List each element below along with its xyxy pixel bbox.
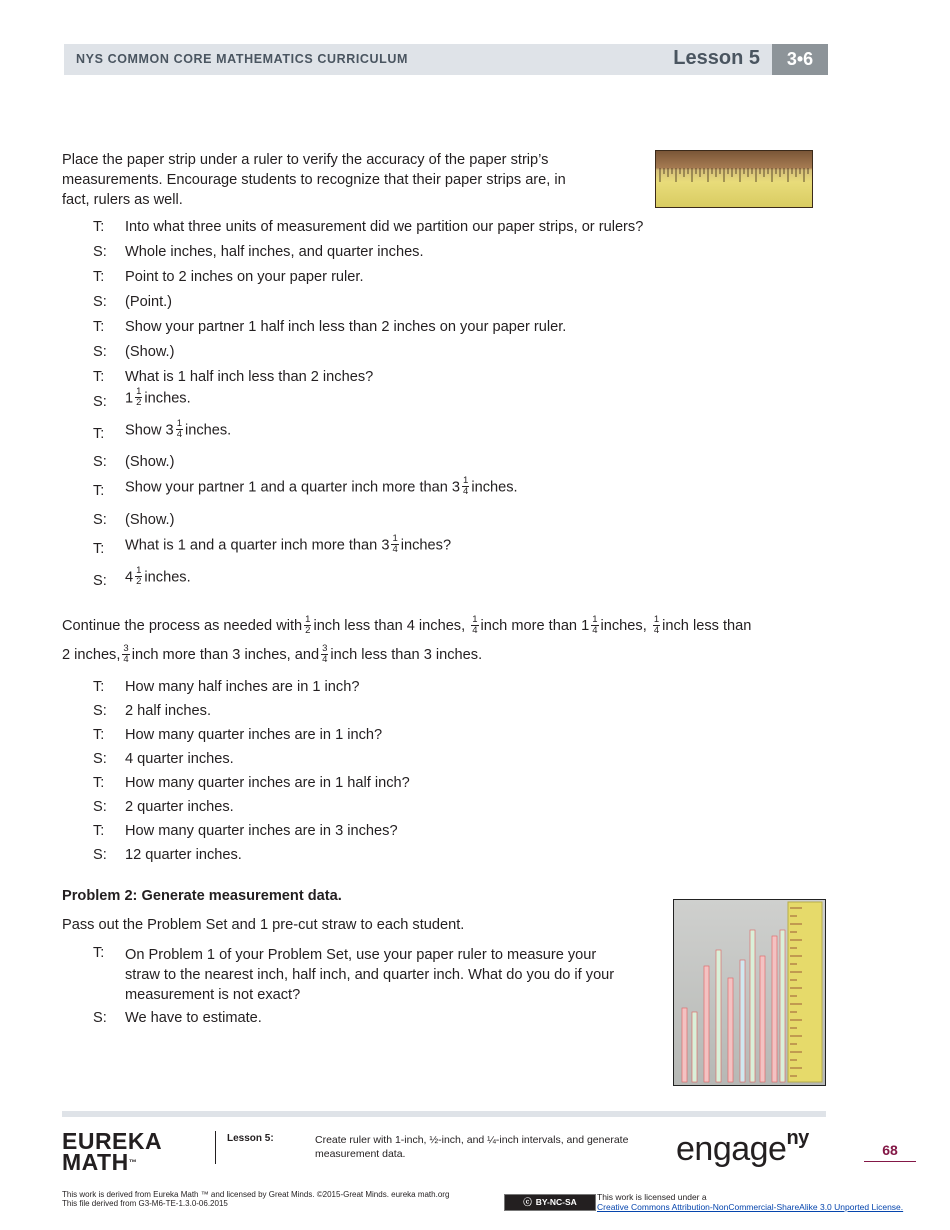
utterance: We have to estimate. xyxy=(125,1010,262,1026)
speaker-label: T: xyxy=(93,482,105,499)
speaker-label: T: xyxy=(93,823,105,839)
engageny-logo: engage$^{ny}$ xyxy=(676,1126,809,1168)
continue-text: inch less than 3 inches. xyxy=(330,647,483,663)
speaker-label: T: xyxy=(93,219,105,235)
straw xyxy=(682,1008,687,1082)
utterance: (Show.) xyxy=(125,453,175,470)
utterance-line: On Problem 1 of your Problem Set, use your paper ruler to measure your xyxy=(125,947,597,963)
continue-text: inches, xyxy=(600,618,647,634)
continue-text: 2 inches, xyxy=(62,647,121,663)
straws-illustration xyxy=(674,900,825,1085)
speaker-label: S: xyxy=(93,343,107,360)
page-header xyxy=(64,44,828,75)
cc-license-badge: ⓒ BY-NC-SA xyxy=(504,1194,596,1211)
utterance: 2 quarter inches. xyxy=(125,799,234,815)
straw xyxy=(716,950,721,1082)
speaker-label: T: xyxy=(93,540,105,557)
utterance: How many quarter inches are in 1 inch? xyxy=(125,727,383,743)
fraction: $\frac{1}{4}$ xyxy=(472,613,478,636)
speaker-label: S: xyxy=(93,1010,107,1026)
straw xyxy=(740,960,745,1082)
continue-line xyxy=(62,612,822,641)
speaker-label: S: xyxy=(93,244,107,260)
utterance: (Show.) xyxy=(125,511,175,528)
utterance: What is 1 half inch less than 2 inches? xyxy=(125,368,374,385)
speaker-label: S: xyxy=(93,703,107,719)
ruler-photo xyxy=(655,150,813,208)
intro-line: Place the paper strip under a ruler to verify the accuracy of the paper strip’s xyxy=(62,152,549,168)
fraction: $\frac{1}{4}$ xyxy=(176,417,182,440)
speaker-label: S: xyxy=(93,393,107,410)
lesson-label: Lesson 5 xyxy=(673,47,760,69)
utterance: 12 quarter inches. xyxy=(125,847,242,863)
utterance: How many quarter inches are in 1 half inch? xyxy=(125,775,410,791)
fraction: $\frac{1}{2}$ xyxy=(136,385,142,408)
speaker-label: S: xyxy=(93,751,107,767)
fraction: $\frac{1}{2}$ xyxy=(305,613,311,636)
straw xyxy=(704,966,709,1082)
speaker-label: T: xyxy=(93,945,105,961)
speaker-label: S: xyxy=(93,799,107,815)
utterance: What is 1 and a quarter inch more than 3 $\frac{1}{4}$ inches? xyxy=(125,532,452,555)
speaker-label: S: xyxy=(93,453,107,470)
utterance xyxy=(125,945,614,1005)
footer-license: This work is licensed under a Creative Commons Attribution-NonCommercial-ShareAlike 3.0 Unported License. xyxy=(597,1192,904,1212)
intro-line: fact, rulers as well. xyxy=(62,192,183,208)
straw xyxy=(728,978,733,1082)
straw xyxy=(780,930,785,1082)
straws-photo xyxy=(673,899,826,1086)
continue-text: inch more than 1 xyxy=(480,618,590,634)
utterance-line: measurement is not exact? xyxy=(125,987,301,1003)
utterance: 4 $\frac{1}{2}$ inches. xyxy=(125,564,191,587)
speaker-label: T: xyxy=(93,775,105,791)
speaker-label: T: xyxy=(93,727,105,743)
fraction: $\frac{1}{2}$ xyxy=(136,564,142,587)
license-link[interactable]: Creative Commons Attribution-NonCommercial-ShareAlike 3.0 Unported License. xyxy=(597,1202,904,1212)
speaker-label: T: xyxy=(93,679,105,695)
continue-text: inch less than xyxy=(662,618,752,634)
utterance: 2 half inches. xyxy=(125,703,211,719)
footer-divider xyxy=(215,1131,216,1164)
utterance: (Show.) xyxy=(125,343,175,360)
footer-rule xyxy=(62,1111,826,1117)
speaker-label: T: xyxy=(93,269,105,285)
straw xyxy=(760,956,765,1082)
footer-lesson-description: Create ruler with 1-inch, ½-inch, and ¼-inch intervals, and generate measurement data. xyxy=(315,1134,629,1160)
fraction: $\frac{1}{4}$ xyxy=(653,613,660,636)
fraction: $\frac{1}{4}$ xyxy=(592,613,598,636)
utterance: (Point.) xyxy=(125,294,173,310)
straw xyxy=(750,930,755,1082)
intro-paragraph xyxy=(62,150,566,210)
problem-2-heading: Problem 2: Generate measurement data. xyxy=(62,888,342,904)
utterance: Into what three units of measurement did we partition our paper strips, or rulers? xyxy=(125,219,644,235)
utterance: 1 $\frac{1}{2}$ inches. xyxy=(125,385,191,408)
straw xyxy=(692,1012,697,1082)
fraction: $\frac{3}{4}$ xyxy=(123,642,129,665)
curriculum-title: NYS COMMON CORE MATHEMATICS CURRICULUM xyxy=(76,52,409,66)
speaker-label: T: xyxy=(93,318,105,335)
utterance: Show your partner 1 half inch less than 2 inches on your paper ruler. xyxy=(125,318,567,335)
page-number: 68 xyxy=(864,1142,916,1162)
footer-credit: This work is derived from Eureka Math ™ and licensed by Great Minds. ©2015-Great Minds. eureka math.org This file derived from G3-M6-TE-1.3.0-06.2015 xyxy=(62,1190,450,1208)
utterance: Show 3 $\frac{1}{4}$ inches. xyxy=(125,417,232,440)
fraction: $\frac{3}{4}$ xyxy=(322,642,328,665)
continue-paragraph xyxy=(62,612,822,670)
problem-2-intro: Pass out the Problem Set and 1 pre-cut straw to each student. xyxy=(62,917,465,933)
continue-text: inch more than 3 inches, and xyxy=(131,647,320,663)
fraction: $\frac{1}{4}$ xyxy=(392,532,398,555)
utterance: Show your partner 1 and a quarter inch more than 3 $\frac{1}{4}$ inches. xyxy=(125,474,518,497)
utterance: Whole inches, half inches, and quarter inches. xyxy=(125,244,424,260)
continue-line xyxy=(62,641,822,670)
utterance: How many quarter inches are in 3 inches? xyxy=(125,823,398,839)
utterance: 4 quarter inches. xyxy=(125,751,234,767)
utterance: Point to 2 inches on your paper ruler. xyxy=(125,269,364,285)
utterance: How many half inches are in 1 inch? xyxy=(125,679,360,695)
eureka-math-logo: EUREKA MATH™ xyxy=(62,1128,163,1175)
utterance-line: straw to the nearest inch, half inch, and quarter inch. What do you do if your xyxy=(125,967,615,983)
speaker-label: S: xyxy=(93,294,107,310)
speaker-label: T: xyxy=(93,368,105,385)
speaker-label: S: xyxy=(93,847,107,863)
module-badge: 3•6 xyxy=(772,44,828,75)
speaker-label: S: xyxy=(93,572,107,589)
speaker-label: T: xyxy=(93,425,105,442)
straw xyxy=(772,936,777,1082)
footer-lesson-label: Lesson 5: xyxy=(227,1133,274,1144)
speaker-label: S: xyxy=(93,511,107,528)
continue-text: inch less than 4 inches, xyxy=(313,618,466,634)
fraction: $\frac{1}{4}$ xyxy=(463,474,469,497)
continue-text: Continue the process as needed with xyxy=(62,618,303,634)
ruler-illustration xyxy=(656,151,812,207)
intro-line: measurements. Encourage students to recognize that their paper strips are, in xyxy=(62,172,566,188)
